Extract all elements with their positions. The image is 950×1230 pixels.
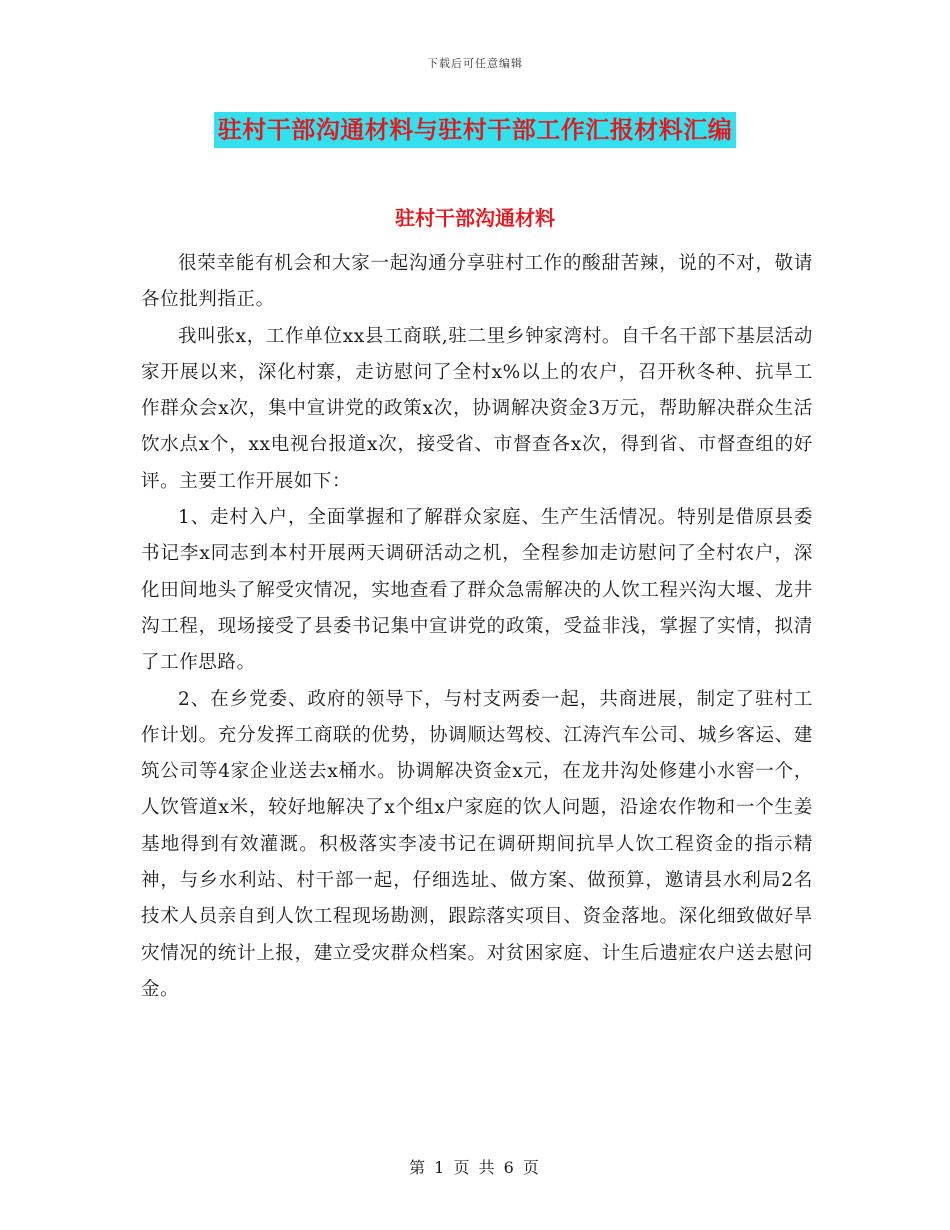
document-title-container (0, 112, 950, 148)
paragraph-item-2: 2、在乡党委、政府的领导下，与村支两委一起，共商进展，制定了驻村工作计划。充分发挥工商联的优势，协调顺达驾校、江涛汽车公司、城乡客运、建筑公司等4家企业送去x桶水。协调解决资金x元，在龙井沟处修建小水窖一个，人饮管道x米，较好地解决了x个组x户家庭的饮人问题，沿途农作物和一个生姜基地得到有效灌溉。积极落实李凌书记在调研期间抗旱人饮工程资金的指示精神，与乡水利站、村干部一起，仔细选址、做方案、做预算，邀请县水利局2名技术人员亲自到人饮工程现场勘测，跟踪落实项目、资金落地。深化细致做好旱灾情况的统计上报，建立受灾群众档案。对贫困家庭、计生后遗症农户送去慰问金。 (141, 688, 813, 1000)
section-title: 驻村干部沟通材料 (395, 206, 555, 230)
paragraph-intro: 很荣幸能有机会和大家一起沟通分享驻村工作的酸甜苦辣，说的不对，敬请各位批判指正。 (141, 253, 813, 311)
header-note: 下载后可任意编辑 (427, 57, 523, 70)
document-title: 驻村干部沟通材料与驻村干部工作汇报材料汇编 (214, 112, 737, 148)
paragraph-item-1: 1、走村入户，全面掌握和了解群众家庭、生产生活情况。特别是借原县委书记李x同志到本村开展两天调研活动之机，全程参加走访慰问了全村农户，深化田间地头了解受灾情况，实地查看了群众急需解决的人饮工程兴沟大堰、龙井沟工程，现场接受了县委书记集中宣讲党的政策，受益非浅，掌握了实情，拟清了工作思路。 (141, 507, 813, 674)
page-footer: 第 1 页 共 6 页 (409, 1158, 541, 1177)
paragraph-self-introduction: 我叫张x，工作单位xx县工商联,驻二里乡钟家湾村。自千名干部下基层活动家开展以来，深化村寨，走访慰问了全村x%以上的农户，召开秋冬种、抗旱工作群众会x次，集中宣讲党的政策x次，协调解决资金3万元，帮助解决群众生活饮水点x个，xx电视台报道x次，接受省、市督查各x次，得到省、市督查组的好评。主要工作开展如下： (141, 325, 813, 492)
body-text (141, 246, 813, 1008)
